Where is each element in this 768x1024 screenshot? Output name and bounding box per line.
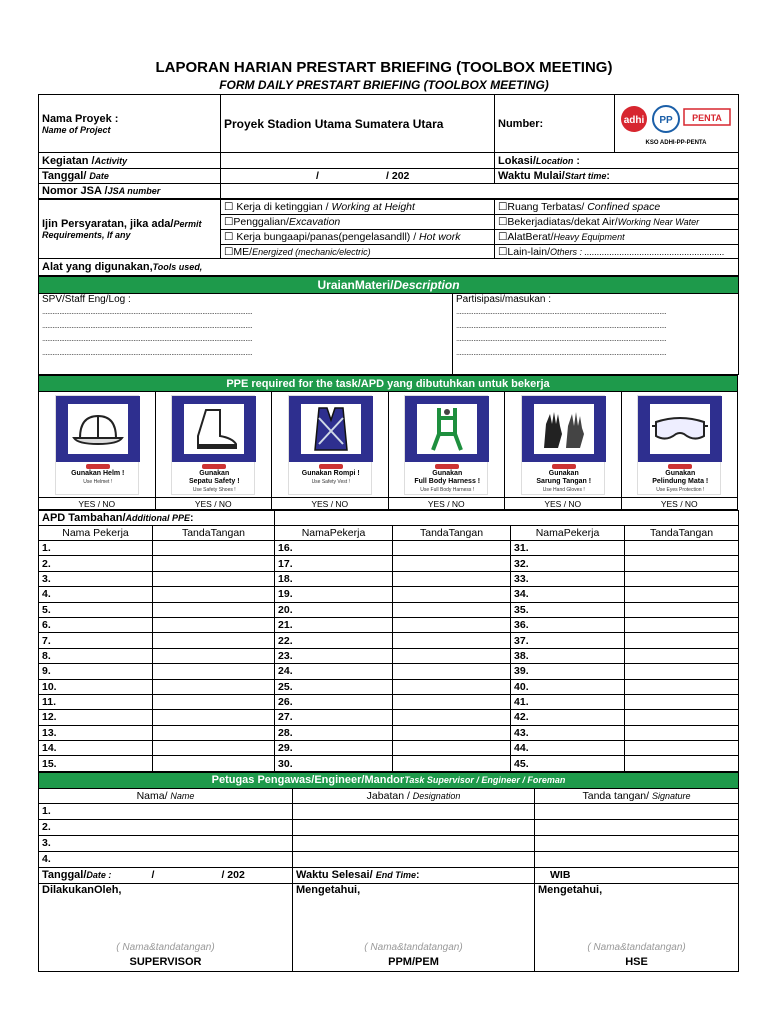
worker-name-cell[interactable]: 4. bbox=[39, 587, 153, 602]
permit-check[interactable]: ☐ Kerja di ketinggian / Working at Height bbox=[221, 200, 495, 215]
worker-name-cell[interactable]: 31. bbox=[511, 541, 625, 556]
gloves-icon bbox=[534, 404, 594, 454]
worker-name-cell[interactable]: 41. bbox=[511, 694, 625, 709]
worker-signature-cell[interactable] bbox=[393, 679, 511, 694]
permit-check[interactable]: ☐Lain-lain/Others : ........................................................ bbox=[495, 245, 739, 259]
sup-signature-cell[interactable] bbox=[535, 851, 739, 867]
worker-signature-cell[interactable] bbox=[625, 710, 739, 725]
description-header: UraianMateri/Description bbox=[39, 277, 739, 294]
kso-logo bbox=[618, 97, 735, 151]
location-label: Lokasi/ bbox=[498, 154, 536, 167]
jsa-value[interactable] bbox=[221, 184, 739, 199]
worker-signature-cell[interactable] bbox=[625, 679, 739, 694]
project-label: Nama Proyek : bbox=[42, 112, 119, 125]
worker-signature-cell[interactable] bbox=[625, 756, 739, 771]
workers-table bbox=[38, 510, 739, 772]
worker-row bbox=[39, 741, 739, 756]
apd-tambahan-label-en: Additional PPE bbox=[125, 513, 191, 523]
worker-name-cell[interactable]: 14. bbox=[39, 741, 153, 756]
worker-name-cell[interactable]: 19. bbox=[275, 587, 393, 602]
worker-signature-cell[interactable] bbox=[625, 587, 739, 602]
worker-name-cell[interactable]: 8. bbox=[39, 648, 153, 663]
worker-row bbox=[39, 571, 739, 586]
worker-name-cell[interactable]: 3. bbox=[39, 571, 153, 586]
worker-signature-cell[interactable] bbox=[153, 694, 275, 709]
description-table bbox=[38, 276, 739, 375]
worker-name-cell[interactable]: 36. bbox=[511, 617, 625, 632]
worker-name-cell[interactable]: 42. bbox=[511, 710, 625, 725]
worker-signature-cell[interactable] bbox=[393, 541, 511, 556]
worker-signature-cell[interactable] bbox=[393, 633, 511, 648]
worker-name-cell[interactable]: 43. bbox=[511, 725, 625, 740]
role-hse: HSE bbox=[625, 955, 648, 968]
role-supervisor: SUPERVISOR bbox=[129, 955, 202, 968]
worker-name-cell[interactable]: 35. bbox=[511, 602, 625, 617]
activity-label: Kegiatan / bbox=[42, 154, 95, 167]
worker-signature-cell[interactable] bbox=[393, 556, 511, 571]
location-colon: : bbox=[576, 154, 580, 167]
ppe-cell bbox=[39, 392, 156, 498]
worker-signature-cell[interactable] bbox=[625, 617, 739, 632]
worker-name-cell[interactable]: 10. bbox=[39, 679, 153, 694]
worker-name-cell[interactable]: 1. bbox=[39, 541, 153, 556]
sup-signature-cell[interactable] bbox=[535, 835, 739, 851]
ppe-card-harness: Gunakan Full Body Harness ! Use Full Body Harness ! bbox=[404, 395, 488, 495]
footer-wib-cell: WIB bbox=[535, 867, 739, 883]
header-table bbox=[38, 94, 739, 199]
worker-row bbox=[39, 617, 739, 632]
worker-name-cell[interactable]: 25. bbox=[275, 679, 393, 694]
ppe-cell bbox=[505, 392, 622, 498]
start-time-cell[interactable] bbox=[495, 169, 739, 184]
permit-check[interactable]: ☐Bekerjadiatas/dekat Air/Working Near Water bbox=[495, 215, 739, 230]
workers-header: TandaTangan bbox=[153, 526, 275, 541]
form-body bbox=[38, 94, 738, 972]
worker-signature-cell[interactable] bbox=[393, 741, 511, 756]
worker-signature-cell[interactable] bbox=[393, 587, 511, 602]
date-label-en: Date bbox=[89, 171, 109, 181]
worker-name-cell[interactable]: 37. bbox=[511, 633, 625, 648]
project-label-en: Name of Project bbox=[42, 124, 111, 135]
jsa-label-cell bbox=[39, 184, 221, 199]
worker-row bbox=[39, 664, 739, 679]
worker-signature-cell[interactable] bbox=[625, 571, 739, 586]
logo-brand1: adhi bbox=[623, 114, 645, 126]
worker-signature-cell[interactable] bbox=[393, 725, 511, 740]
worker-signature-cell[interactable] bbox=[153, 541, 275, 556]
sup-position-cell[interactable] bbox=[293, 835, 535, 851]
project-label-cell bbox=[39, 95, 221, 153]
ppe-table bbox=[38, 375, 738, 510]
harness-icon bbox=[417, 404, 477, 454]
worker-signature-cell[interactable] bbox=[393, 664, 511, 679]
worker-name-cell[interactable]: 5. bbox=[39, 602, 153, 617]
permit-check[interactable]: ☐ME/Energized (mechanic/electric) bbox=[221, 245, 495, 259]
worker-row bbox=[39, 587, 739, 602]
workers-header: TandaTangan bbox=[393, 526, 511, 541]
sup-signature-cell[interactable] bbox=[535, 819, 739, 835]
date-label: Tanggal/ bbox=[42, 170, 87, 182]
permit-label: Ijin Persyaratan, jika ada/ bbox=[42, 218, 174, 230]
worker-name-cell[interactable]: 45. bbox=[511, 756, 625, 771]
worker-signature-cell[interactable] bbox=[625, 694, 739, 709]
ppe-cell bbox=[388, 392, 505, 498]
worker-name-cell[interactable]: 13. bbox=[39, 725, 153, 740]
logo-caption: KSO ADHI-PP-PENTA bbox=[645, 139, 707, 146]
sup-position-cell[interactable] bbox=[293, 819, 535, 835]
sup-row[interactable]: 1. bbox=[39, 803, 293, 819]
start-label-en: Start time bbox=[564, 171, 607, 181]
tools-label-en: Tools used, bbox=[152, 262, 203, 272]
worker-signature-cell[interactable] bbox=[153, 710, 275, 725]
spv-notes[interactable]: SPV/Staff Eng/Log : .......................................................................................................................... .......................................................................................................................... .......................................................................................................................... .......................................................................................................................... bbox=[39, 294, 453, 375]
sup-position-cell[interactable] bbox=[293, 803, 535, 819]
start-colon: : bbox=[606, 170, 610, 182]
worker-name-cell[interactable]: 2. bbox=[39, 556, 153, 571]
goggles-icon bbox=[650, 404, 710, 454]
worker-name-cell[interactable]: 16. bbox=[275, 541, 393, 556]
role-ppm: PPM/PEM bbox=[388, 955, 439, 968]
worker-name-cell[interactable]: 23. bbox=[275, 648, 393, 663]
sup-signature-cell[interactable] bbox=[535, 803, 739, 819]
worker-name-cell[interactable]: 7. bbox=[39, 633, 153, 648]
worker-signature-cell[interactable] bbox=[153, 602, 275, 617]
ppe-cell bbox=[621, 392, 738, 498]
worker-signature-cell[interactable] bbox=[153, 679, 275, 694]
worker-signature-cell[interactable] bbox=[393, 648, 511, 663]
worker-name-cell[interactable]: 18. bbox=[275, 571, 393, 586]
ppe-gloves-answer[interactable]: YES / NO bbox=[505, 498, 622, 510]
worker-signature-cell[interactable] bbox=[393, 756, 511, 771]
workers-header: NamaPekerja bbox=[511, 526, 625, 541]
signature-supervisor[interactable]: DilakukanOleh, ( Nama&tandatangan) SUPERVISOR bbox=[39, 883, 293, 971]
worker-signature-cell[interactable] bbox=[153, 725, 275, 740]
workers-header: TandaTangan bbox=[625, 526, 739, 541]
worker-signature-cell[interactable] bbox=[153, 756, 275, 771]
ppe-cell bbox=[272, 392, 389, 498]
worker-name-cell[interactable]: 29. bbox=[275, 741, 393, 756]
worker-row bbox=[39, 694, 739, 709]
worker-name-cell[interactable]: 27. bbox=[275, 710, 393, 725]
worker-signature-cell[interactable] bbox=[393, 694, 511, 709]
sup-col-signature: Tanda tangan/ Signature bbox=[535, 788, 739, 803]
worker-name-cell[interactable]: 12. bbox=[39, 710, 153, 725]
worker-signature-cell[interactable] bbox=[153, 556, 275, 571]
worker-signature-cell[interactable] bbox=[393, 571, 511, 586]
ppe-card-helmet: Gunakan Helm ! Use Helmet ! bbox=[55, 395, 139, 495]
worker-row bbox=[39, 725, 739, 740]
tools-label: Alat yang digunakan, bbox=[42, 261, 153, 273]
worker-row bbox=[39, 756, 739, 771]
participation-notes[interactable]: Partisipasi/masukan : .......................................................................................................................... .......................................................................................................................... .......................................................................................................................... .......................................................................................................................... bbox=[453, 294, 739, 375]
permit-check[interactable]: ☐AlatBerat/Heavy Equipment bbox=[495, 230, 739, 245]
safety-shoes-icon bbox=[184, 404, 244, 454]
worker-signature-cell[interactable] bbox=[153, 664, 275, 679]
vest-icon bbox=[301, 404, 361, 454]
worker-name-cell[interactable]: 15. bbox=[39, 756, 153, 771]
ppe-helmet-answer[interactable]: YES / NO bbox=[39, 498, 156, 510]
worker-name-cell[interactable]: 20. bbox=[275, 602, 393, 617]
signature-hse[interactable]: Mengetahui, ( Nama&tandatangan) HSE bbox=[535, 883, 739, 971]
activity-label-cell bbox=[39, 153, 221, 169]
worker-name-cell[interactable]: 34. bbox=[511, 587, 625, 602]
activity-label-en: Activity bbox=[94, 155, 128, 166]
location-cell[interactable] bbox=[495, 153, 739, 169]
worker-signature-cell[interactable] bbox=[625, 633, 739, 648]
worker-row bbox=[39, 541, 739, 556]
worker-name-cell[interactable]: 39. bbox=[511, 664, 625, 679]
sup-position-cell[interactable] bbox=[293, 851, 535, 867]
permit-label-en1: Permit bbox=[173, 219, 202, 229]
activity-value[interactable] bbox=[221, 153, 495, 169]
worker-signature-cell[interactable] bbox=[153, 648, 275, 663]
worker-name-cell[interactable]: 17. bbox=[275, 556, 393, 571]
footer-date-value: / / 202 bbox=[151, 869, 245, 882]
worker-name-cell[interactable]: 6. bbox=[39, 617, 153, 632]
worker-signature-cell[interactable] bbox=[625, 741, 739, 756]
worker-signature-cell[interactable] bbox=[393, 602, 511, 617]
footer-end-time-cell[interactable]: Waktu Selesai/ End Time: bbox=[293, 867, 535, 883]
worker-signature-cell[interactable] bbox=[625, 664, 739, 679]
ppe-shoes-answer[interactable]: YES / NO bbox=[155, 498, 272, 510]
apd-tambahan-value[interactable] bbox=[275, 511, 739, 526]
sup-row[interactable]: 3. bbox=[39, 835, 293, 851]
footer-date-cell[interactable]: Tanggal/Date : / / 202 bbox=[39, 867, 293, 883]
spv-label: SPV/Staff Eng/Log : bbox=[42, 294, 131, 305]
participation-label: Partisipasi/masukan : bbox=[456, 294, 552, 305]
ppe-harness-answer[interactable]: YES / NO bbox=[388, 498, 505, 510]
worker-signature-cell[interactable] bbox=[625, 725, 739, 740]
worker-signature-cell[interactable] bbox=[153, 741, 275, 756]
worker-signature-cell[interactable] bbox=[625, 556, 739, 571]
worker-signature-cell[interactable] bbox=[393, 710, 511, 725]
permit-check[interactable]: ☐ Kerja bungaapi/panas(pengelasandll) / Hot work bbox=[221, 230, 495, 245]
worker-name-cell[interactable]: 21. bbox=[275, 617, 393, 632]
worker-name-cell[interactable]: 28. bbox=[275, 725, 393, 740]
ppe-goggles-answer[interactable]: YES / NO bbox=[621, 498, 738, 510]
logo-brand2: PP bbox=[659, 114, 673, 126]
worker-name-cell[interactable]: 30. bbox=[275, 756, 393, 771]
worker-signature-cell[interactable] bbox=[153, 571, 275, 586]
ppe-header: PPE required for the task/APD yang dibutuhkan untuk bekerja bbox=[39, 376, 738, 392]
worker-row bbox=[39, 556, 739, 571]
project-name: Proyek Stadion Utama Sumatera Utara bbox=[221, 95, 495, 153]
worker-row bbox=[39, 648, 739, 663]
sup-row[interactable]: 2. bbox=[39, 819, 293, 835]
supervisor-header: Petugas Pengawas/Engineer/MandorTask Supervisor / Engineer / Foreman bbox=[39, 772, 739, 788]
ppe-cell bbox=[155, 392, 272, 498]
worker-name-cell[interactable]: 22. bbox=[275, 633, 393, 648]
ppe-card-vest: Gunakan Rompi ! Use Safety Vest ! bbox=[288, 395, 372, 495]
ppe-card-gloves: Gunakan Sarung Tangan ! Use Hand Gloves ! bbox=[521, 395, 605, 495]
permit-check[interactable]: ☐Penggalian/Excavation bbox=[221, 215, 495, 230]
apd-tambahan-label: APD Tambahan/ bbox=[42, 512, 126, 524]
worker-name-cell[interactable]: 38. bbox=[511, 648, 625, 663]
logo-cell bbox=[615, 95, 739, 153]
worker-row bbox=[39, 710, 739, 725]
worker-signature-cell[interactable] bbox=[153, 633, 275, 648]
sup-col-position: Jabatan / Designation bbox=[293, 788, 535, 803]
tools-row[interactable] bbox=[39, 259, 739, 276]
apd-tambahan-cell[interactable]: APD Tambahan/Additional PPE: bbox=[39, 511, 275, 526]
worker-name-cell[interactable]: 40. bbox=[511, 679, 625, 694]
worker-signature-cell[interactable] bbox=[625, 541, 739, 556]
ppe-card-shoes: Gunakan Sepatu Safety ! Use Safety Shoes ! bbox=[171, 395, 255, 495]
worker-name-cell[interactable]: 32. bbox=[511, 556, 625, 571]
worker-name-cell[interactable]: 33. bbox=[511, 571, 625, 586]
worker-signature-cell[interactable] bbox=[393, 617, 511, 632]
form-title: LAPORAN HARIAN PRESTART BRIEFING (TOOLBOX MEETING) bbox=[155, 59, 613, 76]
worker-row bbox=[39, 602, 739, 617]
ppe-vest-answer[interactable]: YES / NO bbox=[272, 498, 389, 510]
workers-header: NamaPekerja bbox=[275, 526, 393, 541]
start-label: Waktu Mulai/ bbox=[498, 170, 565, 182]
date-value[interactable]: / / 202 bbox=[221, 169, 495, 184]
helmet-icon bbox=[68, 404, 128, 454]
jsa-label-en: JSA number bbox=[107, 186, 161, 196]
location-label-en: Location bbox=[535, 155, 574, 166]
sup-row[interactable]: 4. bbox=[39, 851, 293, 867]
signature-ppm[interactable]: Mengetahui, ( Nama&tandatangan) PPM/PEM bbox=[293, 883, 535, 971]
permit-check[interactable]: ☐Ruang Terbatas/ Confined space bbox=[495, 200, 739, 215]
permit-label-cell bbox=[39, 200, 221, 259]
worker-signature-cell[interactable] bbox=[153, 617, 275, 632]
worker-name-cell[interactable]: 44. bbox=[511, 741, 625, 756]
worker-signature-cell[interactable] bbox=[153, 587, 275, 602]
worker-signature-cell[interactable] bbox=[625, 602, 739, 617]
form-subtitle: FORM DAILY PRESTART BRIEFING (TOOLBOX MEETING) bbox=[219, 78, 549, 92]
number-label: Number: bbox=[495, 95, 615, 153]
workers-header: Nama Pekerja bbox=[39, 526, 153, 541]
worker-signature-cell[interactable] bbox=[625, 648, 739, 663]
worker-name-cell[interactable]: 24. bbox=[275, 664, 393, 679]
worker-name-cell[interactable]: 9. bbox=[39, 664, 153, 679]
jsa-label: Nomor JSA / bbox=[42, 185, 108, 197]
worker-row bbox=[39, 633, 739, 648]
worker-name-cell[interactable]: 11. bbox=[39, 694, 153, 709]
permit-label-en2: Requirements, If any bbox=[42, 230, 131, 240]
logo-brand3: PENTA bbox=[692, 112, 722, 123]
date-label-cell bbox=[39, 169, 221, 184]
supervisor-table bbox=[38, 772, 739, 972]
worker-row bbox=[39, 679, 739, 694]
sup-col-name: Nama/ Name bbox=[39, 788, 293, 803]
worker-name-cell[interactable]: 26. bbox=[275, 694, 393, 709]
permits-table bbox=[38, 199, 739, 276]
ppe-card-goggles: Gunakan Pelindung Mata ! Use Eyes Protection ! bbox=[637, 395, 721, 495]
